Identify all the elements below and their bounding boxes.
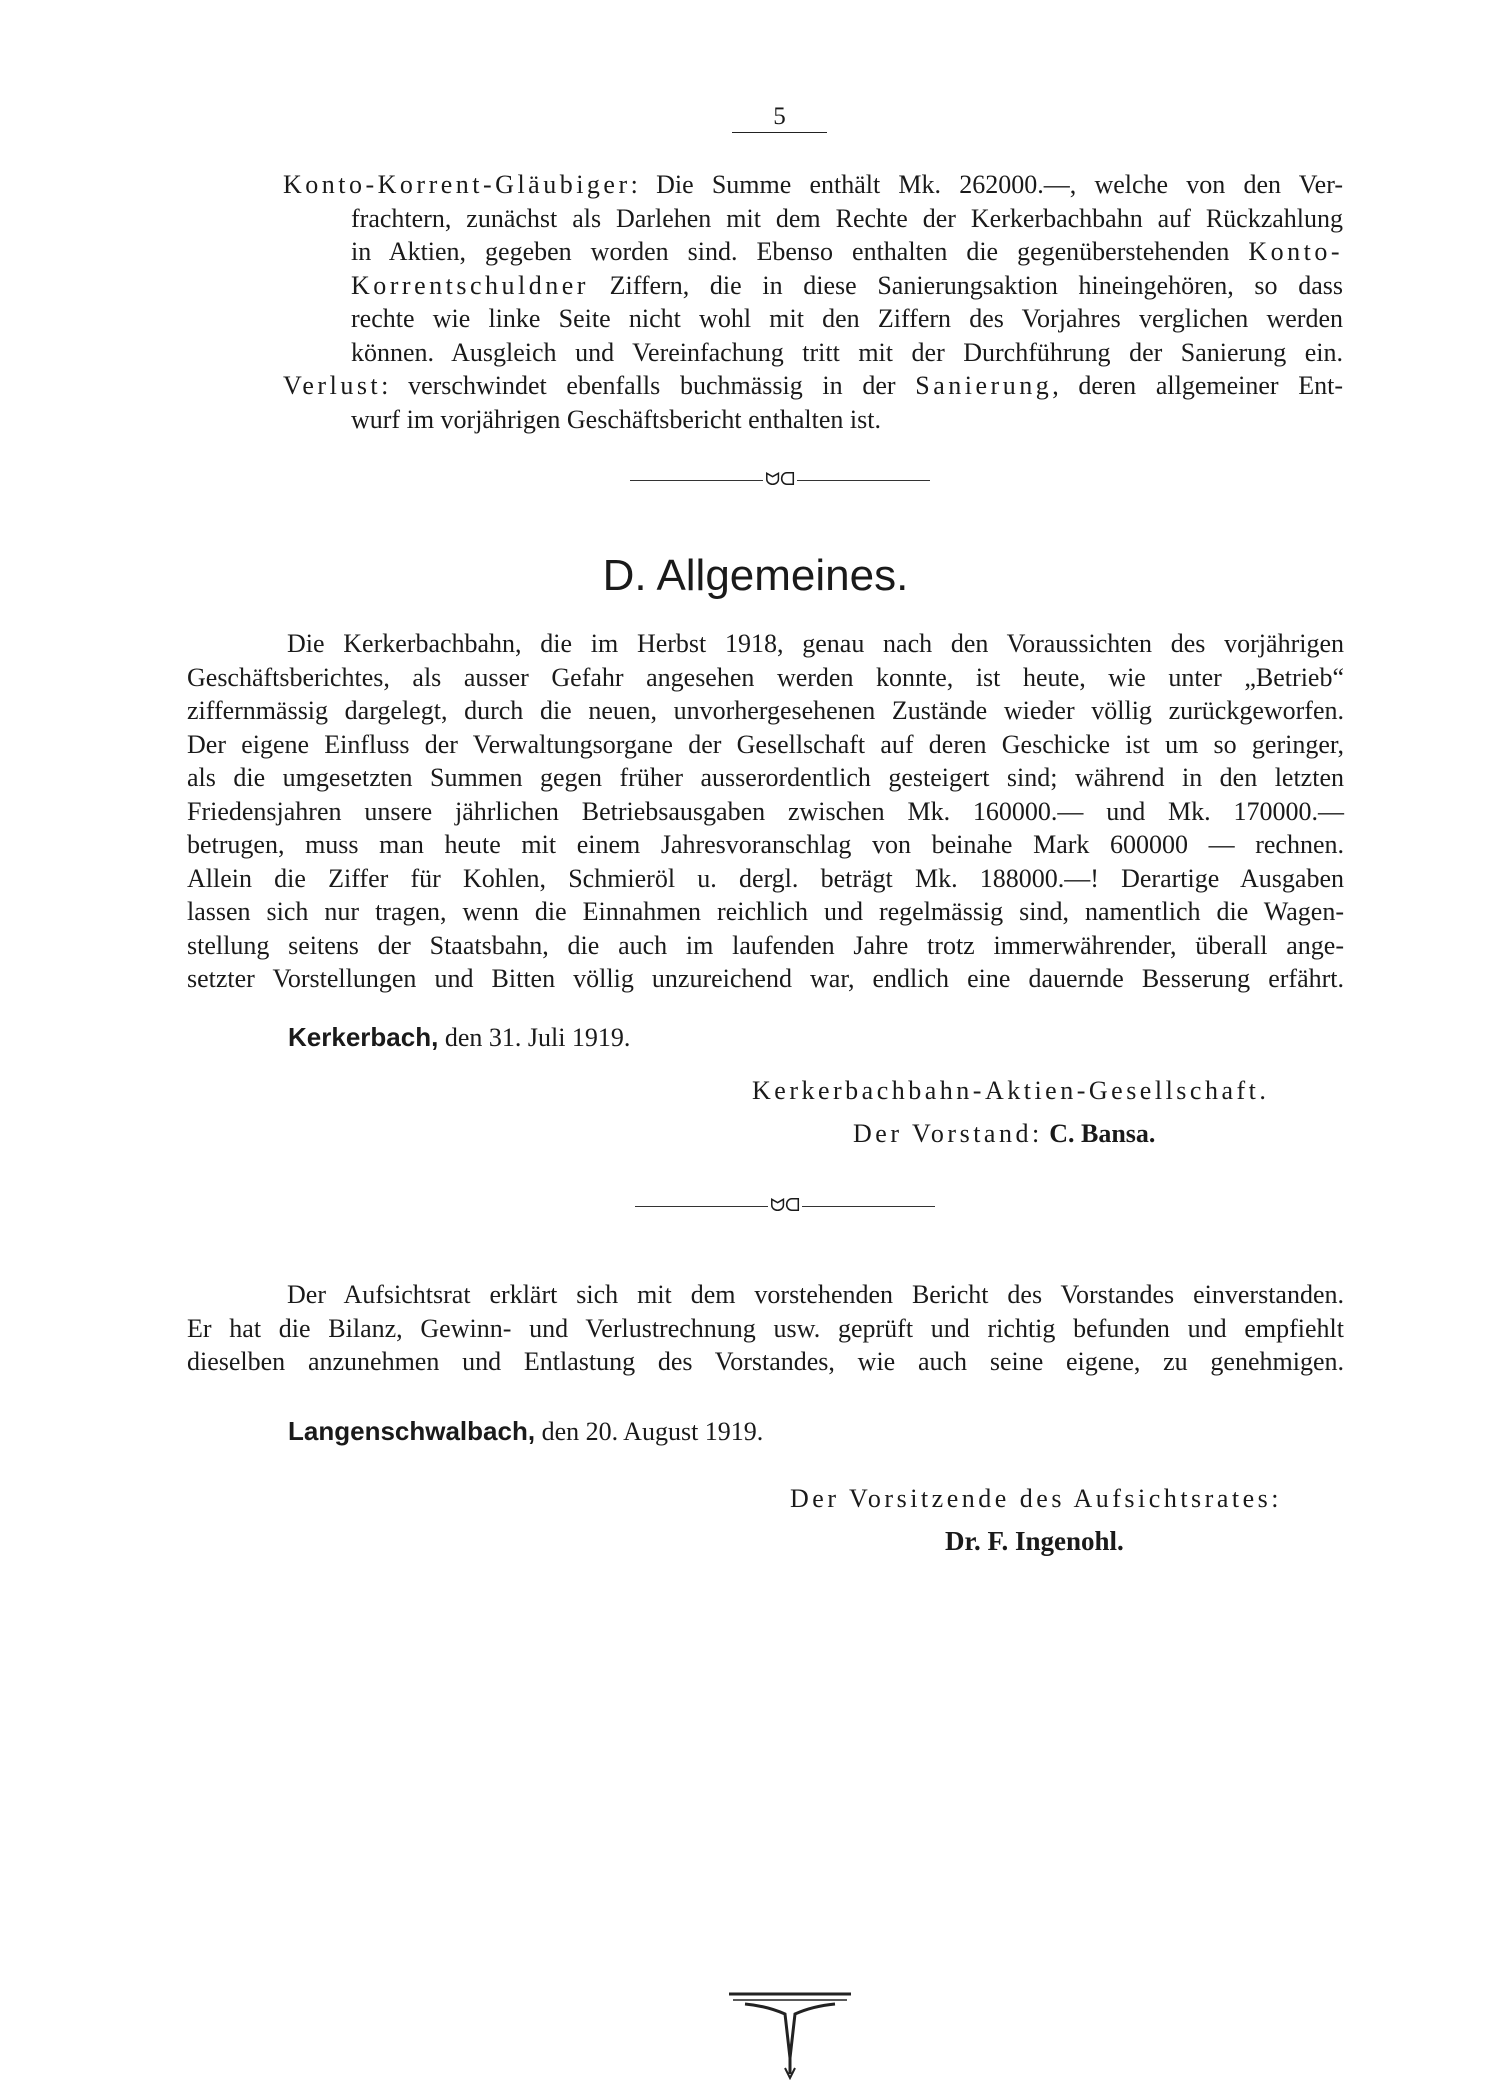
chair-name: Dr. F. Ingenohl. xyxy=(945,1526,1124,1556)
text-line xyxy=(351,269,1343,303)
text-line: rechte wie linke Seite nicht wohl mit den Ziffern des Vorjahres verglichen werden xyxy=(351,304,1343,333)
verlust-paragraph xyxy=(283,369,1343,436)
ornament-divider xyxy=(635,1196,935,1216)
term-konto: Konto- xyxy=(1248,237,1343,266)
text-line: frachtern, zunächst als Darlehen mit dem Rechte der Kerkerbachbahn auf Rückzahlung xyxy=(351,203,1343,233)
dateline-kerkerbach xyxy=(288,1020,630,1055)
term-konto-korrent-glaeubiger: Konto-Korrent-Gläubiger xyxy=(283,170,631,199)
board-signature xyxy=(853,1117,1155,1151)
text-line: Die Kerkerbachbahn, die im Herbst 1918, genau nach den Voraussichten des vorjährigen xyxy=(287,629,1344,658)
line-text: : verschwindet ebenfalls buchmässig in der xyxy=(381,371,896,400)
text-line: Geschäftsberichtes, als ausser Gefahr angesehen werden konnte, ist heute, wie unter „Betrieb“ xyxy=(187,662,1344,692)
line-text: in Aktien, gegeben worden sind. Ebenso enthalten die gegenüberstehenden xyxy=(351,237,1230,266)
place-name: Kerkerbach, xyxy=(288,1022,439,1052)
term-sanierung: Sanierung xyxy=(915,371,1053,400)
line-text: Ziffern, die in diese Sanierungsaktion hineingehören, so dass xyxy=(609,270,1343,300)
text-line: Der eigene Einfluss der Verwaltungsorgane der Gesellschaft auf deren Geschicke ist um so geringer, xyxy=(187,729,1344,759)
text-line: Friedensjahren unsere jährlichen Betriebsausgaben zwischen Mk. 160000.— und Mk. 170000.— xyxy=(187,796,1344,826)
page-number: 5 xyxy=(732,102,827,133)
date-text: den 20. August 1919. xyxy=(535,1417,764,1446)
section-heading: D. Allgemeines. xyxy=(602,551,909,600)
text-line: ziffernmässig dargelegt, durch die neuen, unvorhergesehenen Zustände wieder völlig zurückgeworfen. xyxy=(187,696,1344,725)
text-line: stellung seitens der Staatsbahn, die auch im laufenden Jahre trotz immerwährender, überall ange- xyxy=(187,930,1344,960)
aufsichtsrat-paragraph xyxy=(187,1278,1344,1379)
term-korrentschuldner: Korrentschuldner xyxy=(351,270,589,300)
text-line: können. Ausgleich und Vereinfachung tritt mit der Durchführung der Sanierung ein. xyxy=(351,337,1343,367)
konto-korrent-paragraph xyxy=(283,168,1343,369)
divider-rule xyxy=(635,1206,768,1207)
text-line: lassen sich nur tragen, wenn die Einnahmen reichlich und regelmässig sind, namentlich die Wagen- xyxy=(187,897,1344,926)
board-name: C. Bansa. xyxy=(1049,1119,1156,1148)
text-line: betrugen, muss man heute mit einem Jahresvoranschlag von beinahe Mark 600000 — rechnen. xyxy=(187,830,1344,859)
divider-rule xyxy=(630,480,763,481)
divider-rule xyxy=(797,480,930,481)
allgemeines-paragraph xyxy=(187,627,1344,996)
text-line xyxy=(283,168,1343,202)
ornament-mark: ᗢᗡ xyxy=(770,1195,800,1216)
divider-rule xyxy=(802,1206,935,1207)
dateline-langenschwalbach xyxy=(288,1414,763,1449)
place-name: Langenschwalbach, xyxy=(288,1416,536,1446)
text-line: Allein die Ziffer für Kohlen, Schmieröl u. dergl. beträgt Mk. 188000.—! Derartige Ausgaben xyxy=(187,863,1344,893)
text-line: wurf im vorjährigen Geschäftsbericht enthalten ist. xyxy=(351,404,881,434)
line-text: : Die Summe enthält Mk. 262000.—, welche von den Ver- xyxy=(630,170,1343,199)
line-text: , deren allgemeiner Ent- xyxy=(1052,371,1344,400)
text-line xyxy=(351,235,1343,269)
text-line: dieselben anzunehmen und Entlastung des Vorstandes, wie auch seine eigene, zu genehmigen. xyxy=(187,1347,1344,1376)
printers-end-mark-icon xyxy=(727,1988,853,2080)
ornament-mark: ᗢᗡ xyxy=(765,469,795,490)
company-name: Kerkerbachbahn-Aktien-Gesellschaft. xyxy=(752,1076,1270,1105)
text-line: Der Aufsichtsrat erklärt sich mit dem vorstehenden Bericht des Vorstandes einverstanden. xyxy=(287,1280,1344,1309)
text-line: setzter Vorstellungen und Bitten völlig unzureichend war, endlich eine dauernde Besserung erfährt. xyxy=(187,964,1344,993)
chair-label: Der Vorsitzende des Aufsichtsrates: xyxy=(790,1484,1282,1513)
board-label: Der Vorstand: xyxy=(853,1119,1043,1148)
text-line xyxy=(283,369,1343,403)
date-text: den 31. Juli 1919. xyxy=(438,1023,631,1052)
text-line: Er hat die Bilanz, Gewinn- und Verlustrechnung usw. geprüft und richtig befunden und empfiehlt xyxy=(187,1313,1344,1343)
ornament-divider xyxy=(630,470,930,490)
term-verlust: Verlust xyxy=(283,371,382,400)
text-line: als die umgesetzten Summen gegen früher ausserordentlich gesteigert sind; während in den letzten xyxy=(187,763,1344,792)
